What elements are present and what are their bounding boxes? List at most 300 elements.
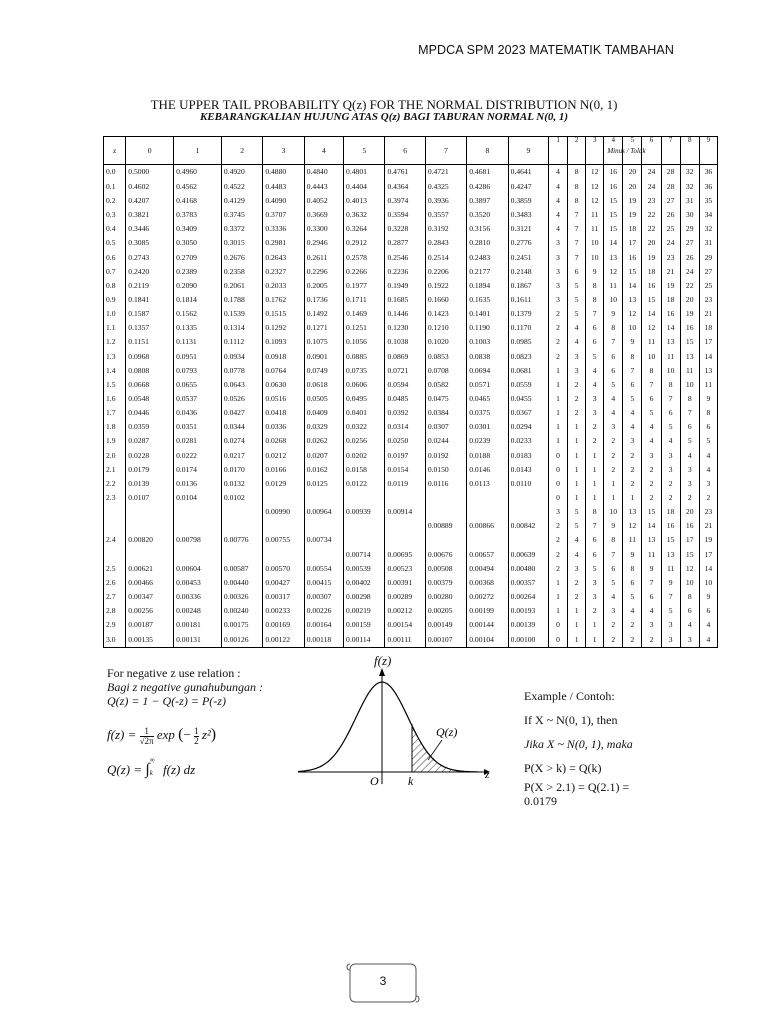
difference-cell: 1 bbox=[568, 604, 586, 618]
q-value-cell: 0.3897 bbox=[467, 194, 508, 208]
q-value-cell: 0.4090 bbox=[263, 194, 304, 208]
q-value-cell: 0.1814 bbox=[174, 293, 222, 307]
difference-cell: 4 bbox=[568, 533, 586, 547]
q-value-cell: 0.00964 bbox=[304, 505, 343, 519]
q-value-cell: 0.0559 bbox=[508, 378, 548, 392]
q-value-cell: 0.3520 bbox=[467, 208, 508, 222]
q-value-cell: 0.2546 bbox=[385, 250, 425, 264]
difference-cell: 3 bbox=[586, 576, 604, 590]
q-value-cell: 0.1230 bbox=[385, 321, 425, 335]
q-value-cell: 0.0228 bbox=[126, 448, 174, 462]
difference-cell: 8 bbox=[586, 293, 604, 307]
q-value-cell: 0.00181 bbox=[174, 618, 222, 632]
q-value-cell: 0.1112 bbox=[221, 335, 262, 349]
difference-cell: 6 bbox=[604, 349, 623, 363]
q-value-cell: 0.0188 bbox=[467, 448, 508, 462]
difference-cell: 1 bbox=[549, 576, 568, 590]
q-value-cell: 0.1271 bbox=[304, 321, 343, 335]
difference-cell: 28 bbox=[661, 165, 680, 180]
q-value-cell: 0.00104 bbox=[467, 632, 508, 647]
q-value-cell bbox=[467, 505, 508, 519]
difference-cell: 2 bbox=[642, 462, 661, 476]
q-value-cell: 0.00427 bbox=[263, 576, 304, 590]
q-value-cell bbox=[344, 519, 385, 533]
difference-cell: 2 bbox=[549, 547, 568, 561]
difference-cell: 8 bbox=[680, 590, 699, 604]
q-value-cell bbox=[425, 491, 466, 505]
header-col-7: 7 bbox=[425, 137, 466, 165]
q-value-cell: 0.1401 bbox=[467, 307, 508, 321]
q-value-cell: 0.00336 bbox=[174, 590, 222, 604]
q-value-cell: 0.0192 bbox=[425, 448, 466, 462]
q-value-cell: 0.2643 bbox=[263, 250, 304, 264]
q-value-cell: 0.00347 bbox=[126, 590, 174, 604]
difference-cell: 7 bbox=[568, 222, 586, 236]
q-value-cell: 0.4443 bbox=[304, 180, 343, 194]
difference-cell: 1 bbox=[586, 632, 604, 647]
q-value-cell: 0.0427 bbox=[221, 406, 262, 420]
q-value-cell: 0.0436 bbox=[174, 406, 222, 420]
table-row bbox=[104, 519, 718, 533]
difference-cell: 5 bbox=[568, 505, 586, 519]
difference-cell: 20 bbox=[680, 505, 699, 519]
q-value-cell: 0.4168 bbox=[174, 194, 222, 208]
difference-cell: 7 bbox=[586, 519, 604, 533]
example-general: P(X > k) = Q(k) bbox=[524, 761, 602, 775]
difference-cell: 1 bbox=[568, 448, 586, 462]
header-diff-3 bbox=[586, 137, 604, 165]
q-value-cell: 0.1075 bbox=[304, 335, 343, 349]
pdf-lhs: f(z) = bbox=[107, 727, 137, 742]
row-z-value: 3.0 bbox=[104, 632, 126, 647]
q-value-cell: 0.0778 bbox=[221, 363, 262, 377]
q-value-cell: 0.00307 bbox=[304, 590, 343, 604]
difference-cell: 19 bbox=[642, 250, 661, 264]
q-value-cell: 0.4602 bbox=[126, 180, 174, 194]
q-value-cell: 0.0409 bbox=[304, 406, 343, 420]
difference-cell: 2 bbox=[604, 448, 623, 462]
q-value-cell bbox=[508, 505, 548, 519]
q-value-cell: 0.0582 bbox=[425, 378, 466, 392]
q-value-cell: 0.00914 bbox=[385, 505, 425, 519]
difference-cell: 15 bbox=[642, 293, 661, 307]
q-value-cell: 0.1635 bbox=[467, 293, 508, 307]
difference-cell: 4 bbox=[604, 392, 623, 406]
difference-cell: 22 bbox=[642, 208, 661, 222]
difference-cell: 7 bbox=[586, 307, 604, 321]
difference-cell: 11 bbox=[623, 533, 642, 547]
q-value-cell: 0.0281 bbox=[174, 434, 222, 448]
q-value-cell: 0.00100 bbox=[508, 632, 548, 647]
q-value-cell bbox=[174, 519, 222, 533]
q-value-cell: 0.2327 bbox=[263, 264, 304, 278]
difference-cell: 4 bbox=[568, 335, 586, 349]
header-diff-7 bbox=[661, 137, 680, 165]
difference-cell: 18 bbox=[661, 505, 680, 519]
q-value-cell: 0.0322 bbox=[344, 420, 385, 434]
q-value-cell: 0.00368 bbox=[467, 576, 508, 590]
q-value-cell: 0.00776 bbox=[221, 533, 262, 547]
row-z-value: 2.5 bbox=[104, 561, 126, 575]
table-row bbox=[104, 222, 718, 236]
row-z-value: 0.9 bbox=[104, 293, 126, 307]
q-value-cell: 0.1922 bbox=[425, 279, 466, 293]
q-pointer bbox=[428, 740, 442, 760]
difference-cell: 34 bbox=[699, 208, 717, 222]
difference-cell: 4 bbox=[549, 165, 568, 180]
table-row bbox=[104, 547, 718, 561]
difference-cell: 3 bbox=[549, 236, 568, 250]
difference-cell: 21 bbox=[699, 519, 717, 533]
q-value-cell: 0.0985 bbox=[508, 335, 548, 349]
difference-cell: 15 bbox=[680, 547, 699, 561]
difference-cell: 2 bbox=[623, 448, 642, 462]
q-value-cell: 0.0721 bbox=[385, 363, 425, 377]
difference-cell: 8 bbox=[586, 505, 604, 519]
difference-cell: 3 bbox=[680, 632, 699, 647]
table-row bbox=[104, 533, 718, 547]
table-row bbox=[104, 335, 718, 349]
difference-cell: 1 bbox=[604, 477, 623, 491]
q-value-cell: 0.00226 bbox=[304, 604, 343, 618]
header-col-4: 4 bbox=[304, 137, 343, 165]
q-value-cell: 0.3336 bbox=[263, 222, 304, 236]
difference-cell: 2 bbox=[642, 632, 661, 647]
difference-cell: 2 bbox=[568, 392, 586, 406]
example-specific: P(X > 2.1) = Q(2.1) = bbox=[524, 780, 630, 794]
q-value-cell: 0.0344 bbox=[221, 420, 262, 434]
q-value-cell: 0.0384 bbox=[425, 406, 466, 420]
difference-cell: 2 bbox=[568, 576, 586, 590]
q-value-cell: 0.1539 bbox=[221, 307, 262, 321]
q-value-cell bbox=[304, 519, 343, 533]
difference-cell: 16 bbox=[680, 519, 699, 533]
q-value-cell: 0.00453 bbox=[174, 576, 222, 590]
header-diff-8 bbox=[680, 137, 699, 165]
q-value-cell: 0.0207 bbox=[304, 448, 343, 462]
q-value-cell: 0.0150 bbox=[425, 462, 466, 476]
q-value-cell: 0.0375 bbox=[467, 406, 508, 420]
difference-cell: 5 bbox=[661, 604, 680, 618]
q-value-cell: 0.0548 bbox=[126, 392, 174, 406]
q-value-cell: 0.0465 bbox=[467, 392, 508, 406]
q-value-cell: 0.0485 bbox=[385, 392, 425, 406]
table-row bbox=[104, 180, 718, 194]
table-row bbox=[104, 604, 718, 618]
pdf-formula: f(z) = $\frac{1}{√2\pi}$ exp (− $\frac{1}{2}$ z²) bbox=[107, 725, 217, 746]
q-value-cell: 0.0516 bbox=[263, 392, 304, 406]
q-value-cell: 0.4920 bbox=[221, 165, 262, 180]
q-value-cell: 0.0132 bbox=[221, 477, 262, 491]
difference-cell: 25 bbox=[661, 222, 680, 236]
difference-cell: 4 bbox=[699, 462, 717, 476]
difference-cell: 0 bbox=[549, 618, 568, 632]
difference-cell: 9 bbox=[604, 307, 623, 321]
q-value-cell: 0.00199 bbox=[467, 604, 508, 618]
difference-cell: 25 bbox=[699, 279, 717, 293]
difference-cell: 1 bbox=[568, 477, 586, 491]
difference-cell: 23 bbox=[699, 293, 717, 307]
difference-cell: 4 bbox=[661, 434, 680, 448]
difference-cell: 0 bbox=[549, 491, 568, 505]
q-value-cell: 0.0853 bbox=[425, 349, 466, 363]
q-value-cell: 0.1357 bbox=[126, 321, 174, 335]
table-title: THE UPPER TAIL PROBABILITY Q(z) FOR THE NORMAL DISTRIBUTION N(0, 1) bbox=[150, 97, 618, 112]
q-value-cell: 0.2177 bbox=[467, 264, 508, 278]
difference-cell: 10 bbox=[661, 363, 680, 377]
difference-cell: 2 bbox=[623, 477, 642, 491]
difference-cell: 17 bbox=[699, 547, 717, 561]
difference-cell: 8 bbox=[699, 406, 717, 420]
table-title-malay: KEBARANGKALIAN HUJUNG ATAS Q(z) BAGI TABURAN NORMAL N(0, 1) bbox=[199, 111, 569, 123]
q-value-cell: 0.2776 bbox=[508, 236, 548, 250]
q-value-cell: 0.0107 bbox=[126, 491, 174, 505]
q-value-cell: 0.3372 bbox=[221, 222, 262, 236]
q-value-cell: 0.0307 bbox=[425, 420, 466, 434]
q-value-cell: 0.1151 bbox=[126, 335, 174, 349]
row-z-value: 1.9 bbox=[104, 434, 126, 448]
q-value-cell: 0.3409 bbox=[174, 222, 222, 236]
q-value-cell: 0.0901 bbox=[304, 349, 343, 363]
row-z-value: 2.7 bbox=[104, 590, 126, 604]
q-value-cell: 0.1685 bbox=[385, 293, 425, 307]
q-value-cell bbox=[385, 533, 425, 547]
q-value-cell: 0.00256 bbox=[126, 604, 174, 618]
q-value-cell: 0.00554 bbox=[304, 561, 343, 575]
q-value-cell: 0.2206 bbox=[425, 264, 466, 278]
difference-cell: 13 bbox=[661, 335, 680, 349]
q-value-cell: 0.00126 bbox=[221, 632, 262, 647]
q-value-cell: 0.0537 bbox=[174, 392, 222, 406]
q-value-cell: 0.00164 bbox=[304, 618, 343, 632]
q-value-cell: 0.0823 bbox=[508, 349, 548, 363]
difference-cell: 5 bbox=[661, 420, 680, 434]
header-col-8: 8 bbox=[467, 137, 508, 165]
difference-cell: 12 bbox=[623, 307, 642, 321]
header-diff-9 bbox=[699, 137, 717, 165]
difference-cell: 1 bbox=[549, 590, 568, 604]
difference-cell: 2 bbox=[604, 434, 623, 448]
difference-cell: 8 bbox=[642, 363, 661, 377]
row-z-value: 1.3 bbox=[104, 349, 126, 363]
difference-cell: 2 bbox=[586, 434, 604, 448]
difference-cell: 15 bbox=[604, 194, 623, 208]
difference-cell: 1 bbox=[604, 491, 623, 505]
q-value-cell: 0.2743 bbox=[126, 250, 174, 264]
q-value-cell bbox=[304, 547, 343, 561]
table-row bbox=[104, 321, 718, 335]
q-value-cell: 0.2033 bbox=[263, 279, 304, 293]
q-value-cell: 0.1423 bbox=[425, 307, 466, 321]
q-value-cell: 0.00240 bbox=[221, 604, 262, 618]
q-value-cell: 0.0104 bbox=[174, 491, 222, 505]
table-row bbox=[104, 279, 718, 293]
q-value-cell: 0.1210 bbox=[425, 321, 466, 335]
difference-cell: 6 bbox=[642, 590, 661, 604]
difference-cell: 24 bbox=[642, 165, 661, 180]
table-row bbox=[104, 576, 718, 590]
difference-cell: 13 bbox=[661, 547, 680, 561]
table-row bbox=[104, 293, 718, 307]
q-value-cell: 0.0222 bbox=[174, 448, 222, 462]
q-value-cell: 0.4801 bbox=[344, 165, 385, 180]
table-row bbox=[104, 618, 718, 632]
row-z-value: 1.4 bbox=[104, 363, 126, 377]
difference-cell: 12 bbox=[586, 194, 604, 208]
q-value-cell: 0.4641 bbox=[508, 165, 548, 180]
difference-cell: 2 bbox=[661, 477, 680, 491]
q-value-cell: 0.00466 bbox=[126, 576, 174, 590]
q-value-cell: 0.1469 bbox=[344, 307, 385, 321]
q-value-cell: 0.2709 bbox=[174, 250, 222, 264]
difference-cell: 16 bbox=[680, 321, 699, 335]
q-value-cell bbox=[221, 505, 262, 519]
difference-cell: 23 bbox=[661, 250, 680, 264]
q-value-cell: 0.0505 bbox=[304, 392, 343, 406]
difference-cell: 27 bbox=[680, 236, 699, 250]
difference-cell: 4 bbox=[642, 604, 661, 618]
q-value-cell: 0.00159 bbox=[344, 618, 385, 632]
q-value-cell: 0.00298 bbox=[344, 590, 385, 604]
q-value-cell: 0.0174 bbox=[174, 462, 222, 476]
header-diff-2 bbox=[568, 137, 586, 165]
q-value-cell: 0.4247 bbox=[508, 180, 548, 194]
q-value-cell: 0.2420 bbox=[126, 264, 174, 278]
q-value-cell: 0.4404 bbox=[344, 180, 385, 194]
q-value-cell: 0.00866 bbox=[467, 519, 508, 533]
difference-cell: 5 bbox=[586, 349, 604, 363]
q-value-cell: 0.00755 bbox=[263, 533, 304, 547]
q-value-cell: 0.0655 bbox=[174, 378, 222, 392]
q-value-cell bbox=[508, 533, 548, 547]
q-value-cell: 0.2266 bbox=[344, 264, 385, 278]
q-value-cell bbox=[467, 533, 508, 547]
difference-cell: 23 bbox=[699, 505, 717, 519]
q-value-cell: 0.1093 bbox=[263, 335, 304, 349]
difference-cell: 10 bbox=[604, 505, 623, 519]
q-value-cell: 0.4207 bbox=[126, 194, 174, 208]
difference-cell: 14 bbox=[604, 236, 623, 250]
header-z: z bbox=[104, 137, 126, 165]
q-value-cell: 0.2810 bbox=[467, 236, 508, 250]
row-z-value bbox=[104, 505, 126, 519]
k-label: k bbox=[408, 774, 414, 788]
difference-cell: 14 bbox=[642, 307, 661, 321]
q-value-cell: 0.1736 bbox=[304, 293, 343, 307]
difference-cell: 11 bbox=[699, 378, 717, 392]
z-table bbox=[103, 136, 718, 648]
q-value-cell: 0.2981 bbox=[263, 236, 304, 250]
integral-lower: k bbox=[149, 769, 153, 777]
header-col-9: 9 bbox=[508, 137, 548, 165]
difference-cell: 24 bbox=[642, 180, 661, 194]
header-diff-label: 6 bbox=[649, 136, 654, 144]
q-value-cell: 0.0951 bbox=[174, 349, 222, 363]
difference-cell: 29 bbox=[699, 250, 717, 264]
q-value-cell: 0.2578 bbox=[344, 250, 385, 264]
q-value-cell: 0.2611 bbox=[304, 250, 343, 264]
difference-cell: 1 bbox=[549, 392, 568, 406]
difference-cell: 9 bbox=[604, 519, 623, 533]
q-value-cell: 0.0455 bbox=[508, 392, 548, 406]
difference-cell: 5 bbox=[623, 392, 642, 406]
difference-cell: 36 bbox=[699, 180, 717, 194]
q-value-cell: 0.0594 bbox=[385, 378, 425, 392]
difference-cell: 2 bbox=[642, 491, 661, 505]
difference-cell: 12 bbox=[642, 321, 661, 335]
difference-cell: 27 bbox=[661, 194, 680, 208]
q-value-cell: 0.4880 bbox=[263, 165, 304, 180]
q-value-cell: 0.3156 bbox=[467, 222, 508, 236]
difference-cell: 11 bbox=[586, 208, 604, 222]
header-col-6: 6 bbox=[385, 137, 425, 165]
difference-cell: 3 bbox=[549, 279, 568, 293]
q-value-cell: 0.3228 bbox=[385, 222, 425, 236]
difference-cell: 16 bbox=[604, 180, 623, 194]
q-value-cell: 0.00379 bbox=[425, 576, 466, 590]
difference-cell: 5 bbox=[623, 590, 642, 604]
difference-cell: 7 bbox=[604, 547, 623, 561]
row-z-value: 1.0 bbox=[104, 307, 126, 321]
q-value-cell: 0.4052 bbox=[304, 194, 343, 208]
q-value-cell: 0.00480 bbox=[508, 561, 548, 575]
difference-cell: 11 bbox=[604, 279, 623, 293]
difference-cell: 21 bbox=[699, 307, 717, 321]
difference-cell: 24 bbox=[680, 264, 699, 278]
difference-cell: 1 bbox=[586, 462, 604, 476]
difference-cell: 4 bbox=[549, 222, 568, 236]
q-value-cell: 0.00440 bbox=[221, 576, 262, 590]
q-value-cell: 0.3192 bbox=[425, 222, 466, 236]
q-value-cell: 0.0146 bbox=[467, 462, 508, 476]
difference-cell: 27 bbox=[699, 264, 717, 278]
q-value-cell: 0.2877 bbox=[385, 236, 425, 250]
difference-cell: 5 bbox=[568, 307, 586, 321]
q-value-cell bbox=[467, 491, 508, 505]
row-z-value: 0.4 bbox=[104, 222, 126, 236]
difference-cell: 10 bbox=[699, 576, 717, 590]
difference-cell: 4 bbox=[549, 208, 568, 222]
q-value-cell: 0.00135 bbox=[126, 632, 174, 647]
q-value-cell: 0.00212 bbox=[385, 604, 425, 618]
difference-cell: 4 bbox=[699, 618, 717, 632]
q-value-cell: 0.1867 bbox=[508, 279, 548, 293]
q-value-cell: 0.1379 bbox=[508, 307, 548, 321]
difference-cell: 24 bbox=[661, 236, 680, 250]
q-value-cell: 0.4562 bbox=[174, 180, 222, 194]
q-value-cell: 0.2946 bbox=[304, 236, 343, 250]
page-number: 3 bbox=[379, 974, 387, 988]
header-col-1: 1 bbox=[174, 137, 222, 165]
q-value-cell: 0.0217 bbox=[221, 448, 262, 462]
difference-cell: 3 bbox=[661, 618, 680, 632]
difference-cell: 6 bbox=[586, 335, 604, 349]
q-value-cell: 0.3300 bbox=[304, 222, 343, 236]
difference-cell: 16 bbox=[661, 519, 680, 533]
negative-z-note bbox=[107, 666, 263, 708]
q-value-cell: 0.0268 bbox=[263, 434, 304, 448]
q-value-cell: 0.3974 bbox=[385, 194, 425, 208]
difference-cell: 3 bbox=[661, 632, 680, 647]
difference-cell: 14 bbox=[661, 321, 680, 335]
difference-cell: 2 bbox=[604, 618, 623, 632]
q-value-cell: 0.1762 bbox=[263, 293, 304, 307]
q-value-cell: 0.0113 bbox=[467, 477, 508, 491]
q-value-cell: 0.00144 bbox=[467, 618, 508, 632]
q-value-cell bbox=[174, 505, 222, 519]
q-value-cell: 0.0129 bbox=[263, 477, 304, 491]
difference-cell: 9 bbox=[699, 392, 717, 406]
